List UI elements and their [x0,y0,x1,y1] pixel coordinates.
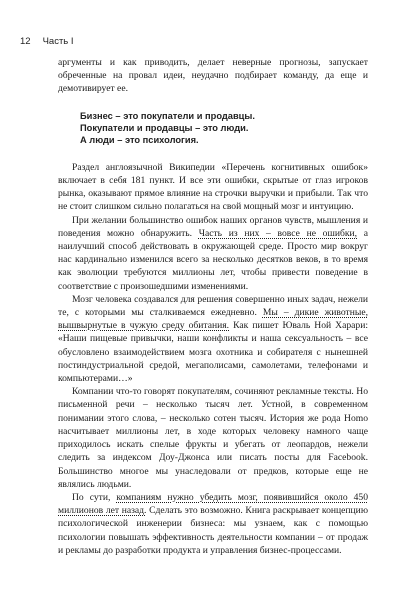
quote-line: Покупатели и продавцы – это люди. [80,123,249,134]
part-label: Часть I [42,36,74,47]
paragraph-text: Сделать это возможно. Книга раскрывает концепцию психологической инженерии бизнеса: мы узнаем, как с помощью психологии повышать эффективность деятельности компании – от продаж и рекламы до разработки продукта и управления бизнес-процессами. [58,505,368,556]
paragraph-text: По сути, [72,491,117,503]
quote-line: Бизнес – это покупатели и продавцы. [80,110,255,121]
paragraph-companies: Компании что-то говорят покупателям, сочиняют рекламные тексты. Но письменной речи – несколько тысяч лет. Устной, в современном понимании этого слова, – несколько сотен тысяч. История же рода Homo насчитывает миллионы лет, в ходе которых человеку намного чаще приходилось искать спелые фрукты и убегать от леопардов, нежели следить за индексом Доу-Джонса или писать посты для Facebook. Большинство многое мы унаследовали от предков, которые еще не являлись людьми. [58,386,368,490]
paragraph-text: Мозг человека создавался для решения совершенно иных задач, нежели те, с которыми мы сталкиваемся ежедневно. [58,293,368,319]
highlighted-text: Часть из них – вовсе не ошибки, [198,227,358,239]
page-number: 12 [20,36,31,47]
paragraph-continuation: аргументы и как приводить, делает неверные прогнозы, запускает обреченные на провал идеи, неудачно подбирает команду, да еще и демотивирует ее. [58,57,368,95]
highlighted-text: компаниям нужно убедить мозг, появившийся около 450 миллионов лет назад. [58,491,368,517]
highlighted-text: Мы – дикие животные, вышвырнутые в чужую среду обитания. [58,307,368,332]
body-text [58,56,368,557]
paragraph-errors [58,214,368,293]
paragraph-text: а наилучший способ действовать в окружающей среде. Просто мир вокруг нас кардинально изменился всего за несколько десятков веков, в то время как эволюции требуются миллионы лет, чтобы привести поведение в соответствие с произошедшими изменениями. [58,227,368,292]
paragraph-text: Как пишет Юваль Ной Харари: «Наши пищевые привычки, наши конфликты и наша сексуальность – все обусловлено взаимодействием мозга охотника и собирателя с нынешней постиндустриальной средой, мегаполисами, самолетами, телефонами и компьютерами…» [58,320,369,385]
paragraph-text: При желании большинство ошибок наших органов чувств, мышления и поведения можно обнаружить. [58,214,368,239]
running-head [20,36,74,47]
paragraph-wikipedia: Раздел англоязычной Википедии «Перечень когнитивных ошибок» включает в себя 181 пункт. И все эти ошибки, скрытые от глаз игроков рынка, оказывают прямое влияние на строчки выручки и прибыли. Так что не стоит слишком сильно полагаться на свой мощный мозг и интуицию. [58,161,368,213]
paragraph-brain [58,293,368,385]
quote-line: А люди – это психология. [80,135,199,146]
epigraph-quote [80,110,368,147]
paragraph-conclusion [58,491,368,557]
